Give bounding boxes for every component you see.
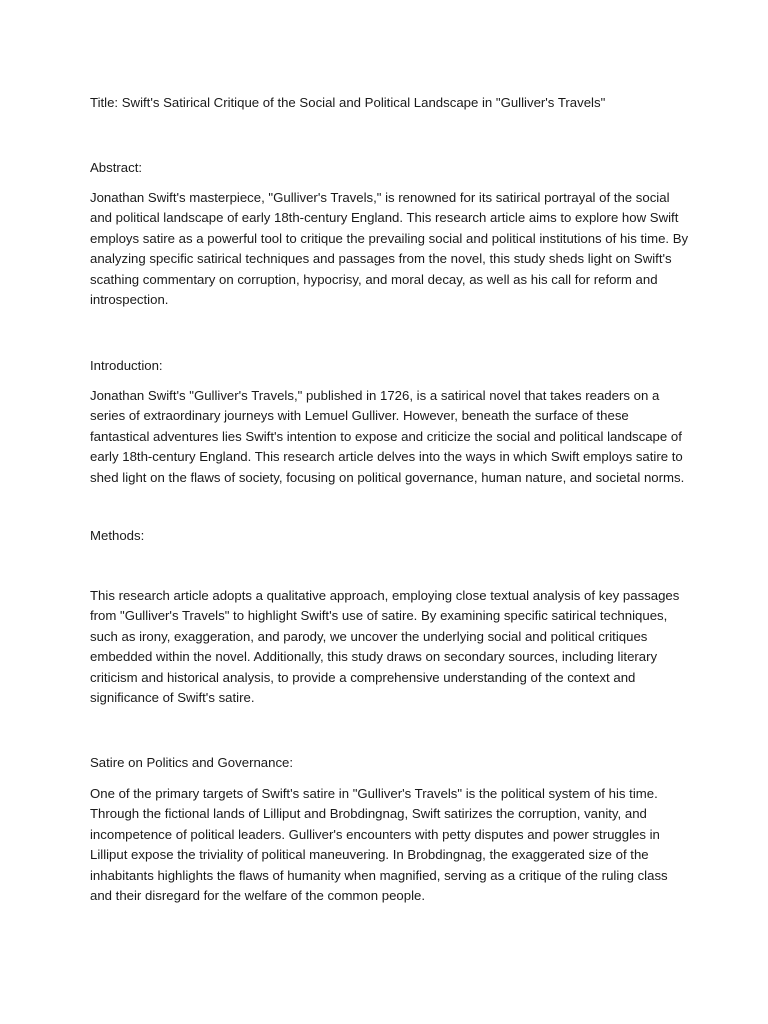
document-title: Title: Swift's Satirical Critique of the Social and Political Landscape in "Gulliver's Travels" — [90, 95, 606, 110]
methods-heading: Methods: — [90, 528, 145, 543]
methods-paragraph: This research article adopts a qualitative approach, employing close textual analysis of key passages from "Gulliver's Travels" to highlight Swift's use of satire. By examining specific satirical techniques, such as irony, exaggeration, and parody, we uncover the underlying social and political critiques embedded within the novel. Additionally, this study draws on secondary sources, including literary criticism and historical analysis, to provide a comprehensive understanding of the context and significance of Swift's satire. — [90, 588, 680, 706]
satire-politics-paragraph: One of the primary targets of Swift's satire in "Gulliver's Travels" is the political system of his time. Through the fictional lands of Lilliput and Brobdingnag, Swift satirizes the corruption, vanity, and incompetence of political leaders. Gulliver's encounters with petty disputes and power struggles in Lilliput expose the triviality of political maneuvering. In Brobdingnag, the exaggerated size of the inhabitants highlights the flaws of humanity when magnified, serving as a critique of the ruling class and their disregard for the welfare of the common people. — [90, 786, 668, 904]
abstract-paragraph: Jonathan Swift's masterpiece, "Gulliver's Travels," is renowned for its satirical portrayal of the social and political landscape of early 18th-century England. This research article aims to explore how Swift employs satire as a powerful tool to critique the prevailing social and political institutions of his time. By analyzing specific satirical techniques and passages from the novel, this study sheds light on Swift's scathing commentary on corruption, hypocrisy, and moral decay, as well as his call for reform and introspection. — [90, 190, 689, 308]
satire-politics-heading: Satire on Politics and Governance: — [90, 755, 294, 770]
introduction-heading: Introduction: — [90, 358, 163, 373]
abstract-heading: Abstract: — [90, 160, 143, 175]
introduction-paragraph: Jonathan Swift's "Gulliver's Travels," published in 1726, is a satirical novel that takes readers on a series of extraordinary journeys with Lemuel Gulliver. However, beneath the surface of these fantastical adventures lies Swift's intention to expose and criticize the social and political landscape of early 18th-century England. This research article delves into the ways in which Swift employs satire to shed light on the flaws of society, focusing on political governance, human nature, and societal norms. — [90, 388, 685, 485]
